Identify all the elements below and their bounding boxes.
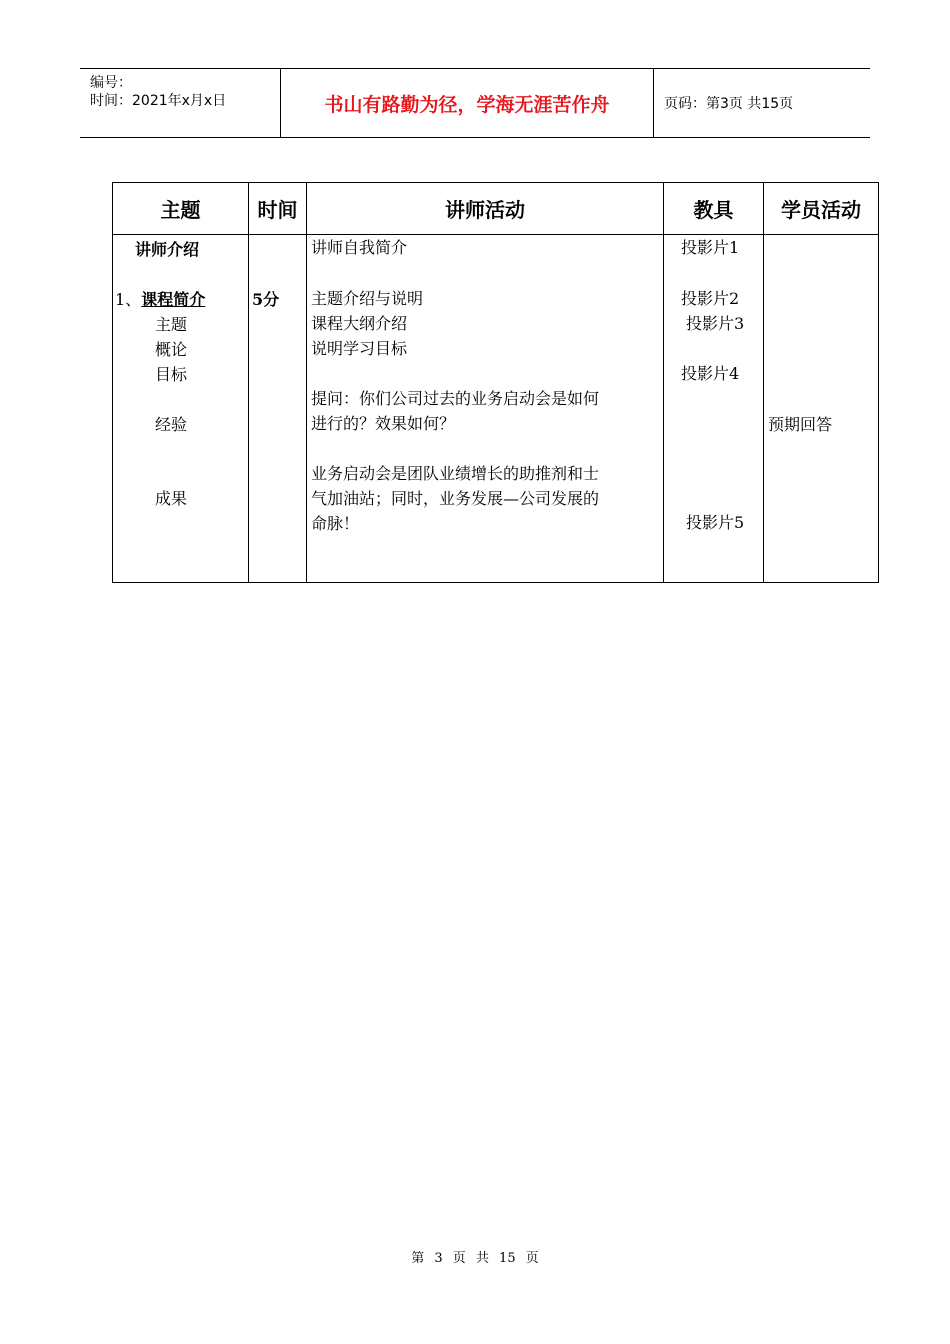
topic-item: 成果 [155,489,188,508]
page-footer: 第 3 页 共 15 页 [411,1251,539,1266]
serial-label: 编号： [90,75,132,91]
col-divider [663,183,664,582]
col-header-tools: 教具 [693,198,734,222]
lecturer-line: 课程大纲介绍 [311,314,408,333]
time-label: 时间：2021年x月x日 [90,93,227,109]
topic-item: 经验 [155,415,188,434]
motto: 书山有路勤为径，学海无涯苦作舟 [324,93,610,116]
time-value: 5分 [252,290,280,309]
course-title: 课程简介 [141,290,206,309]
tool-slide: 投影片1 [681,238,740,257]
course-prefix: 1、 [115,290,142,309]
topic-course [115,290,205,310]
lecturer-line: 说明学习目标 [311,339,408,358]
lecturer-line: 业务启动会是团队业绩增长的助推剂和士 [311,464,600,483]
tool-slide: 投影片4 [681,364,740,383]
page-info: 页码：第3页 共15页 [664,96,794,112]
col-divider [763,183,764,582]
col-header-lecturer: 讲师活动 [445,198,525,222]
tool-slide: 投影片5 [686,513,745,532]
col-header-student: 学员活动 [781,198,861,222]
header-row-divider [113,234,878,235]
lecturer-line: 气加油站；同时，业务发展—公司发展的 [311,489,600,508]
student-activity: 预期回答 [768,415,833,434]
header-meta [80,69,281,137]
col-divider [306,183,307,582]
lecturer-line: 进行的？效果如何？ [311,414,456,433]
col-header-topic: 主题 [160,198,201,222]
tool-slide: 投影片3 [686,314,745,333]
lecturer-line: 提问：你们公司过去的业务启动会是如何 [311,389,600,408]
tool-slide: 投影片2 [681,289,740,308]
header-motto-cell [281,69,654,137]
course-table [112,182,879,583]
topic-item: 概论 [155,340,188,359]
topic-item: 主题 [155,315,188,334]
page-header [80,68,870,138]
topic-item: 目标 [155,365,188,384]
col-divider [248,183,249,582]
lecturer-line: 主题介绍与说明 [311,289,424,308]
header-page-cell [654,69,870,137]
lecturer-line: 命脉！ [311,514,360,533]
col-header-time: 时间 [257,198,298,222]
topic-intro: 讲师介绍 [135,240,200,259]
lecturer-line: 讲师自我简介 [311,238,408,257]
